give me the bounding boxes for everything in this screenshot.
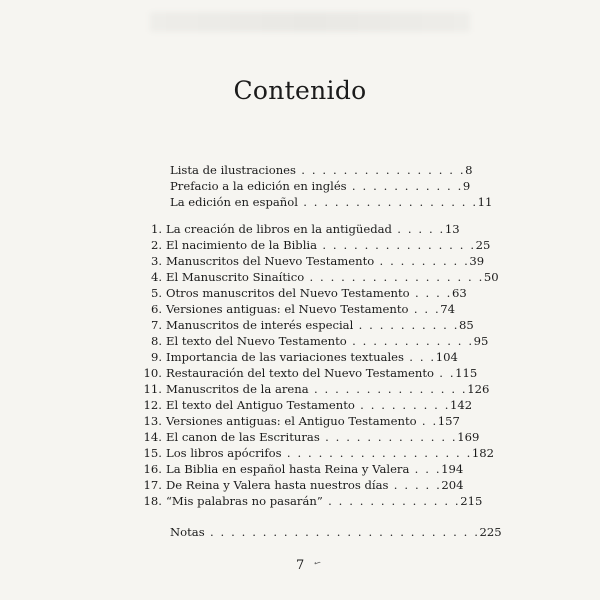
toc-entry-chapter[interactable]: 3. Manuscritos del Nuevo Testamento . . . . . . . . .39 — [150, 254, 485, 268]
toc-entry-chapter[interactable]: 7. Manuscritos de interés especial . . . . . . . . . .85 — [150, 318, 474, 332]
toc-entry-chapter[interactable]: 13. Versiones antiguas: el Antiguo Testamento . .157 — [143, 414, 460, 428]
toc-entry-chapter[interactable]: 5. Otros manuscritos del Nuevo Testamento . . . .63 — [150, 286, 467, 300]
toc-entry-chapter[interactable]: 8. El texto del Nuevo Testamento . . . . . . . . . . . .95 — [150, 334, 489, 348]
toc-entry-chapter[interactable]: 18. “Mis palabras no pasarán” . . . . . . . . . . . . .215 — [143, 494, 483, 508]
toc-entry-front[interactable]: Prefacio a la edición en inglés . . . . . . . . . . .9 — [170, 179, 471, 193]
toc-entry-chapter[interactable]: 14. El canon de las Escrituras . . . . . . . . . . . . .169 — [143, 430, 480, 444]
toc-entry-front[interactable]: La edición en español . . . . . . . . . . . . . . . . .11 — [170, 195, 493, 209]
toc-entry-chapter[interactable]: 6. Versiones antiguas: el Nuevo Testamento . . .74 — [150, 302, 456, 316]
toc-entry-notes[interactable]: Notas . . . . . . . . . . . . . . . . . . . . . . . . . .225 — [170, 525, 502, 539]
toc-entry-chapter[interactable]: 16. La Biblia en español hasta Reina y Valera . . .194 — [143, 462, 464, 476]
toc-entry-chapter[interactable]: 11. Manuscritos de la arena . . . . . . . . . . . . . . .126 — [143, 382, 490, 396]
stray-pencil-mark: ✓ — [310, 557, 323, 571]
toc-entry-chapter[interactable]: 1. La creación de libros en la antigüedad . . . . .13 — [150, 222, 460, 236]
toc-entry-chapter[interactable]: 9. Importancia de las variaciones textuales . . .104 — [150, 350, 458, 364]
toc-entry-chapter[interactable]: 2. El nacimiento de la Biblia . . . . . . . . . . . . . . .25 — [150, 238, 491, 252]
toc-entry-chapter[interactable]: 12. El texto del Antiguo Testamento . . . . . . . . .142 — [143, 398, 473, 412]
toc-entry-chapter[interactable]: 10. Restauración del texto del Nuevo Testamento . .115 — [143, 366, 478, 380]
toc-entry-chapter[interactable]: 4. El Manuscrito Sinaítico . . . . . . . . . . . . . . . . .50 — [150, 270, 499, 284]
toc-entry-chapter[interactable]: 15. Los libros apócrifos . . . . . . . . . . . . . . . . . .182 — [143, 446, 495, 460]
page-number: 7 — [296, 558, 305, 573]
toc-entry-chapter[interactable]: 17. De Reina y Valera hasta nuestros días . . . . .204 — [143, 478, 464, 492]
page-title: Contenido — [233, 76, 367, 105]
toc-entry-front[interactable]: Lista de ilustraciones . . . . . . . . . . . . . . . .8 — [170, 163, 473, 177]
